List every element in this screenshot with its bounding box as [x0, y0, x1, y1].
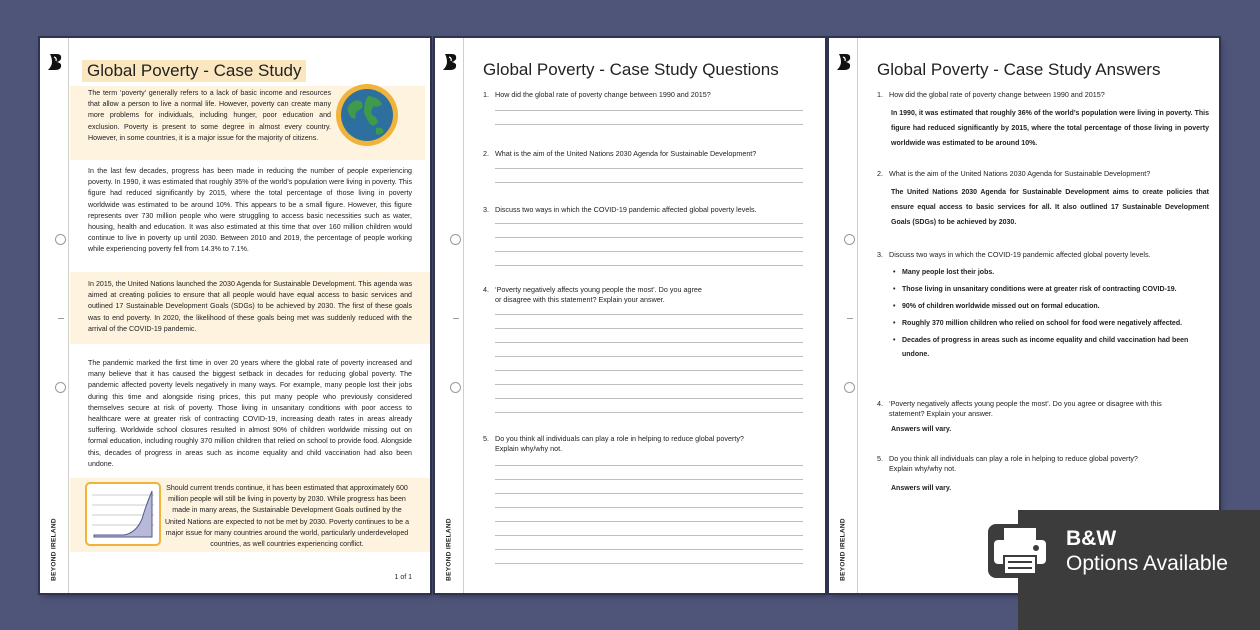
list-item: • Those living in unsanitary conditions were at greater risk of contracting COVID-19. [891, 283, 1209, 297]
question-1: 1. How did the global rate of poverty change between 1990 and 2015? [483, 90, 711, 99]
answer-question-5: 5. Do you think all individuals can play a role in helping to reduce global poverty? Explain why/why not. [877, 454, 1138, 473]
answer-2: The United Nations 2030 Agenda for Sustainable Development aims to create policies that ensure equal access to basic services for all. It also outlined 17 Sustainable Development Goals (SDGs) to be achieved by 2030. [891, 189, 1209, 226]
list-item: • Decades of progress in areas such as income equality and child vaccination had been undone. [891, 334, 1209, 362]
page-margin [40, 38, 68, 593]
punch-hole-icon [55, 234, 66, 245]
punch-hole-icon [450, 234, 461, 245]
bw-options-badge [1018, 510, 1260, 630]
rising-graph-icon [84, 481, 162, 547]
brand-vertical-label: BEYOND IRELAND [50, 518, 58, 581]
beyond-logo-icon [442, 53, 458, 71]
answer-3-list [891, 266, 1209, 362]
answer-question-2: 2. What is the aim of the United Nations 2030 Agenda for Sustainable Development? [877, 169, 1151, 178]
punch-hole-icon [55, 382, 66, 393]
question-4: 4. ‘Poverty negatively affects young people the most’. Do you agree or disagree with this statement? Explain your answer. [483, 285, 702, 304]
brand-vertical-label: BEYOND IRELAND [445, 518, 453, 581]
answer-4: Answers will vary. [891, 426, 952, 433]
globe-icon [334, 82, 400, 148]
list-item: • Many people lost their jobs. [891, 266, 1209, 280]
paragraph-un-agenda: In 2015, the United Nations launched the 2030 Agenda for Sustainable Development. This agenda was aimed at creating policies to ensure that all people would have equal access to basic services and outlined 17 Sustainable Development Goals (SDGs) to be achieved by 2030. The first of these goals was to end poverty. In 2020, the likelihood of these goals being met was suddenly reduced with the arrival of the COVID-19 pandemic. [88, 280, 412, 333]
badge-subtitle: Options Available [1066, 552, 1228, 575]
punch-hole-icon [844, 234, 855, 245]
answer-question-1: 1. How did the global rate of poverty change between 1990 and 2015? [877, 90, 1105, 99]
page-title: Global Poverty - Case Study Answers [877, 60, 1161, 79]
printer-icon [984, 520, 1056, 582]
list-item: • Roughly 370 million children who relied on school for food were negatively affected. [891, 317, 1209, 331]
list-item: • 90% of children worldwide missed out on formal education. [891, 300, 1209, 314]
answer-question-3: 3. Discuss two ways in which the COVID-19 pandemic affected global poverty levels. [877, 250, 1151, 259]
beyond-logo-icon [47, 53, 63, 71]
answer-question-4: 4. ‘Poverty negatively affects young people the most’. Do you agree or disagree with this statement? Explain your answer. [877, 399, 1162, 418]
case-study-page [40, 38, 430, 593]
question-2: 2. What is the aim of the United Nations 2030 Agenda for Sustainable Development? [483, 149, 757, 158]
answer-1: In 1990, it was estimated that roughly 36% of the world’s population were living in poverty. This figure had reduced significantly by 2015, where the total percentage of those living in poverty worldwide was estimated to be around 10%. [891, 110, 1209, 147]
paragraph-progress: In the last few decades, progress has been made in reducing the number of people experiencing poverty. In 1990, it was estimated that roughly 35% of the world’s population were living in poverty. This figure had reduced significantly by 2015, where the total percentage of those living in poverty worldwide was estimated to be around 10%. This appears to be a small figure. However, this figure represents over 730 million people who were struggling to access basic necessities such as water, housing, health and education. It was also estimated at this time that over 160 million children would continue to live in poverty up until 2030. Between 2010 and 2019, the percentage of people working while experiencing poverty fell from 14.3% to 7.1%. [88, 167, 412, 254]
page-title: Global Poverty - Case Study Questions [483, 60, 779, 79]
page-title: Global Poverty - Case Study [82, 60, 306, 82]
questions-page [435, 38, 825, 593]
page-number: 1 of 1 [394, 574, 412, 581]
paragraph-intro: The term ‘poverty’ generally refers to a lack of basic income and resources that allow a person to live a normal life. However, poverty can create many more problems for individuals, including hunger, poor education and exclusion. Poverty is present to some degree in almost every country. However, in some countries, it is a major issue for the majority of citizens. [88, 89, 331, 142]
paragraph-future: Should current trends continue, it has been estimated that approximately 600 million people will still be living in poverty by 2030. While progress has been made in many areas, the Sustainable Development Goals outlined by the United Nations are expected to not be met by 2030. Poverty continues to be a major issue for many countries around the world, particularly underdeveloped countries, as well countries experiencing conflict. [164, 484, 410, 549]
page-margin [829, 38, 857, 593]
question-5: 5. Do you think all individuals can play a role in helping to reduce global poverty? Explain why/why not. [483, 434, 744, 453]
beyond-logo-icon [836, 53, 852, 71]
question-3: 3. Discuss two ways in which the COVID-19 pandemic affected global poverty levels. [483, 205, 757, 214]
badge-title: B&W [1066, 527, 1117, 550]
brand-vertical-label: BEYOND IRELAND [839, 518, 847, 581]
punch-hole-icon [844, 382, 855, 393]
punch-hole-icon [450, 382, 461, 393]
page-margin [435, 38, 463, 593]
answer-5: Answers will vary. [891, 485, 952, 492]
paragraph-pandemic: The pandemic marked the first time in over 20 years where the global rate of poverty increased and many believe that it has caused the biggest setback in decades for reducing global poverty. The pandemic affected poverty levels negatively in many ways. For example, many people lost their jobs during this time and alongside rising prices, this put many people who previously considered themselves secure at risk of poverty. Those living in unsanitary conditions with poor access to healthcare were at greater risk of contracting COVID-19, increasing death rates in areas already suffering. Worldwide school closures resulted in almost 90% of children worldwide missing out on formal education, including roughly 370 million children that relied on school to provide food. Alongside this, decades of progress in areas such as income equality and child vaccination had also been undone. [88, 359, 412, 468]
